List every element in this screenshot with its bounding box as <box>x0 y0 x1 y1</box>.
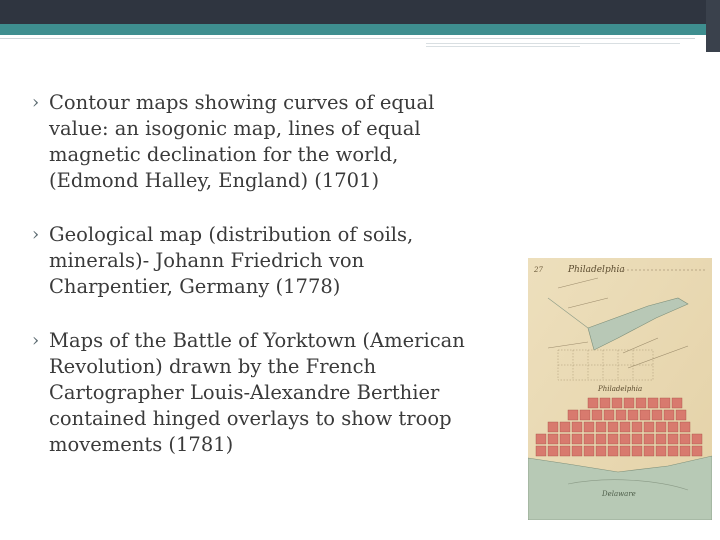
map-city-block <box>624 398 634 408</box>
map-city-block <box>600 398 610 408</box>
map-city-block <box>652 410 662 420</box>
map-city-block <box>656 422 666 432</box>
map-city-block <box>608 434 618 444</box>
divider-line-short <box>426 43 680 44</box>
map-city-block <box>596 434 606 444</box>
map-city-block <box>580 410 590 420</box>
bullet-item <box>32 90 512 194</box>
bullet-text: Maps of the Battle of Yorktown (American Revolution) drawn by the French Cartographer Louis-Alexandre Berthier contained hinged overlays to show troop movements (1781) <box>49 329 465 456</box>
map-city-block <box>632 434 642 444</box>
map-city-block <box>608 422 618 432</box>
historic-map-image <box>528 258 712 520</box>
map-city-block <box>648 398 658 408</box>
map-city-block <box>584 434 594 444</box>
map-city-block <box>668 434 678 444</box>
map-city-block <box>572 422 582 432</box>
map-city-block <box>620 422 630 432</box>
map-city-block <box>572 446 582 456</box>
title-bar-accent <box>0 24 720 35</box>
map-city-block <box>592 410 602 420</box>
map-city-block <box>680 446 690 456</box>
map-city-block <box>596 446 606 456</box>
map-city-block <box>612 398 622 408</box>
map-city-block <box>572 434 582 444</box>
map-river-label: Delaware <box>602 490 636 498</box>
map-city-block <box>692 434 702 444</box>
divider-line-shorter <box>426 46 580 47</box>
map-city-block <box>568 410 578 420</box>
map-city-block <box>640 410 650 420</box>
map-icon <box>528 258 712 520</box>
map-city-block <box>584 422 594 432</box>
bullet-marker-icon: › <box>32 224 40 245</box>
map-city-block <box>596 422 606 432</box>
map-city-block <box>604 410 614 420</box>
bullet-item <box>32 222 512 300</box>
map-city-block <box>680 422 690 432</box>
map-city-block <box>644 446 654 456</box>
bullet-text: Contour maps showing curves of equal value: an isogonic map, lines of equal magnetic declination for the world, (Edmond Halley, England) (1701) <box>49 91 435 192</box>
map-city-block <box>672 398 682 408</box>
map-city-block <box>632 422 642 432</box>
map-city-block <box>680 434 690 444</box>
map-city-block <box>660 398 670 408</box>
map-city-block <box>668 422 678 432</box>
bullet-marker-icon: › <box>32 92 40 113</box>
map-city-block <box>560 434 570 444</box>
map-city-label: Philadelphia <box>598 385 643 393</box>
map-city-block <box>636 398 646 408</box>
map-title: Philadelphia <box>568 265 625 275</box>
title-bar-dark <box>0 0 720 24</box>
map-city-block <box>548 434 558 444</box>
bullet-marker-icon: › <box>32 330 40 351</box>
corner-block <box>706 0 720 52</box>
map-city-block <box>548 446 558 456</box>
map-city-block <box>560 422 570 432</box>
map-city-block <box>644 434 654 444</box>
map-city-block <box>588 398 598 408</box>
map-city-block <box>584 446 594 456</box>
map-city-block <box>656 446 666 456</box>
map-city-block <box>692 446 702 456</box>
map-city-block <box>548 422 558 432</box>
bullet-item <box>32 328 512 458</box>
map-city-block <box>536 434 546 444</box>
svg-text:27: 27 <box>534 266 543 274</box>
bullet-list <box>32 90 512 486</box>
map-city-block <box>620 446 630 456</box>
map-city-block <box>616 410 626 420</box>
divider-line <box>0 38 695 39</box>
map-city-block <box>560 446 570 456</box>
map-city-block <box>668 446 678 456</box>
map-city-block <box>656 434 666 444</box>
map-city-block <box>608 446 618 456</box>
map-city-block <box>676 410 686 420</box>
bullet-text: Geological map (distribution of soils, minerals)- Johann Friedrich von Charpentier, Germany (1778) <box>49 223 414 298</box>
map-city-block <box>536 446 546 456</box>
map-city-block <box>620 434 630 444</box>
map-city-block <box>632 446 642 456</box>
map-city-block <box>628 410 638 420</box>
map-city-block <box>664 410 674 420</box>
map-city-block <box>644 422 654 432</box>
